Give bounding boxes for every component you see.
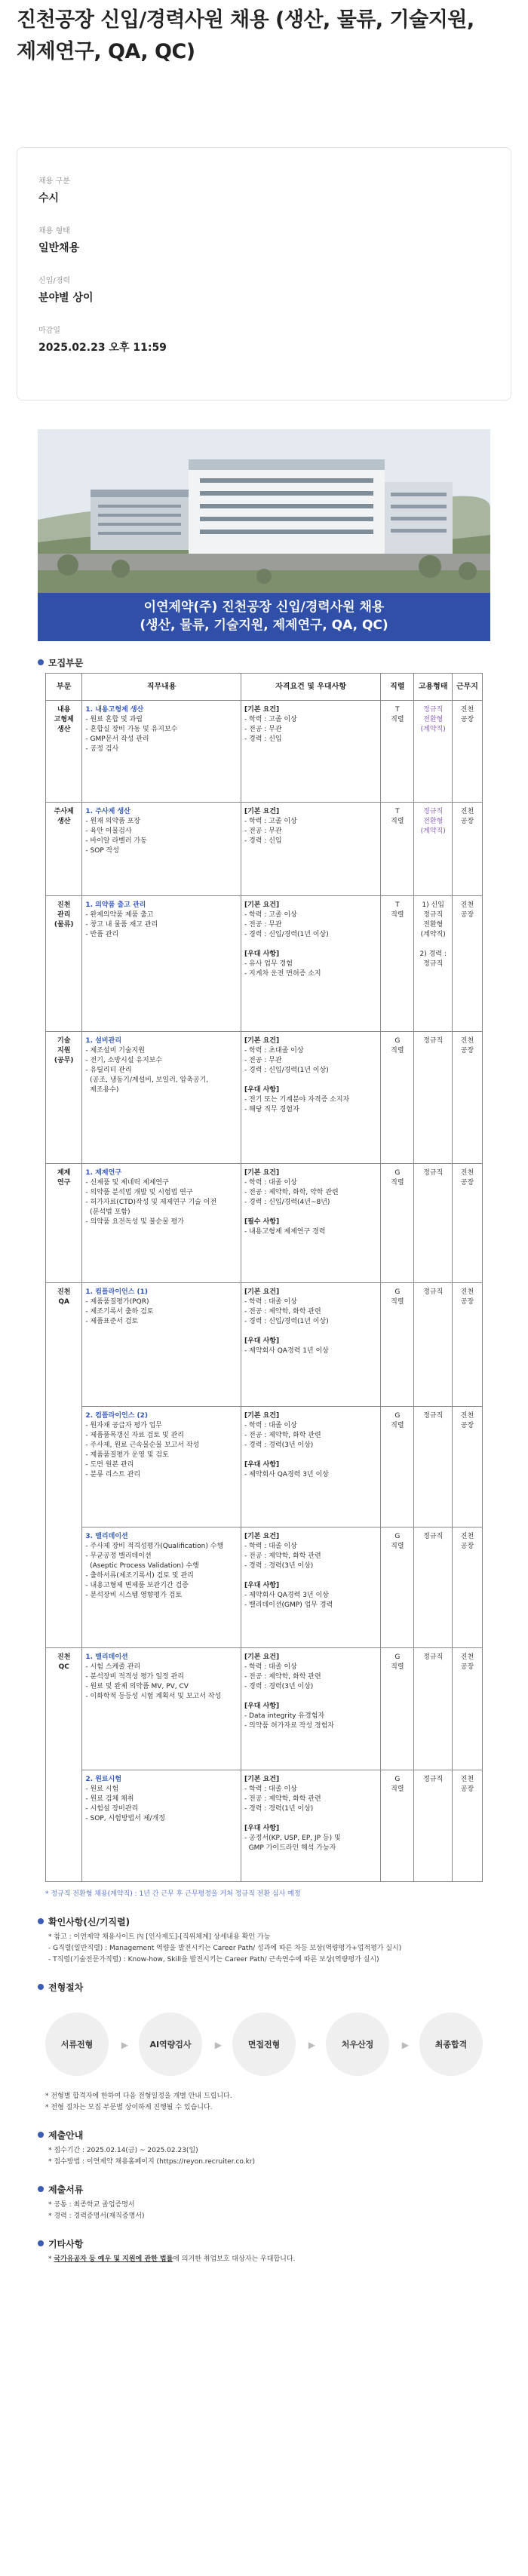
title-line-2: 제제연구, QA, QC) (17, 40, 195, 63)
info-label: 마감일 (38, 327, 60, 335)
qual-heading: [기본 요건] (244, 706, 280, 714)
duty-item: - 제조설비 기술지원 (85, 1047, 145, 1055)
info-label: 신입/경력 (38, 277, 71, 285)
duty-title: 1. 밸리데이션 (85, 1653, 128, 1661)
cell-grade: G 직렬 (381, 1283, 414, 1407)
qual-item: - 밸리데이션(GMP) 업무 경력 (244, 1601, 333, 1609)
cell-grade: T 직렬 (381, 803, 414, 896)
cell-emp: 정규직 (414, 1770, 453, 1882)
cell-grade: G 직렬 (381, 1407, 414, 1527)
info-value: 수시 (38, 192, 60, 204)
duty-item: - 허가자료(CTD)작성 및 제제연구 기술 이전 (85, 1199, 217, 1206)
qual-item: - 전공 : 무관 (244, 827, 282, 835)
qual-item: - 전공 : 제약학, 화학, 약학 관련 (244, 1189, 339, 1196)
qual-item: - 학력 : 대졸 이상 (244, 1785, 297, 1793)
etc-text (48, 2254, 490, 2265)
duty-title: 2. 컴플라이언스 (2) (85, 1412, 149, 1420)
cell-duty (82, 803, 241, 896)
cell-emp: 정규직 (414, 1283, 453, 1407)
qual-item: - 전공 : 제약학, 화학 관련 (244, 1552, 321, 1560)
qual-heading: [기본 요건] (244, 901, 280, 909)
cell-emp: 정규직 (414, 1032, 453, 1164)
docs-line: * 공통 : 최종학교 졸업증명서 (48, 2201, 135, 2209)
duty-item: - 완제의약품 제품 출고 (85, 911, 154, 919)
etc-suffix: 에 의거한 취업보호 대상자는 우대합니다. (173, 2255, 296, 2263)
table-row (46, 1648, 483, 1770)
cell-loc: 진천 공장 (452, 1527, 482, 1648)
qual-item: - 의약품 허가자료 작성 경험자 (244, 1722, 334, 1730)
qual-heading: [기본 요건] (244, 808, 280, 815)
qual-item: - 경력 : 신입 (244, 837, 282, 845)
header-grade: 직렬 (381, 674, 414, 701)
cell-grade: T 직렬 (381, 896, 414, 1032)
process-note-line: * 전형별 합격자에 한하여 다음 전형일정을 개별 안내 드립니다. (45, 2092, 232, 2100)
confirm-line: - T직렬(기술전문가직렬) : Know-how, Skill을 발전시키는 Career Path/ 근속연수에 따른 보상(역량평가 실시) (48, 1956, 379, 1963)
duty-item: - 원료 검체 채취 (85, 1795, 134, 1803)
process-step (45, 2013, 128, 2076)
qual-item (244, 1327, 377, 1337)
section-recruit-heading (38, 652, 490, 673)
duty-item: - 내용고형제 변제품 보관기간 검증 (85, 1582, 189, 1589)
info-label: 채용 형태 (38, 227, 70, 235)
duty-item: (분석법 포함) (85, 1208, 130, 1216)
cell-dept (46, 1770, 82, 1882)
cell-loc: 진천 공장 (452, 1283, 482, 1407)
qual-item: GMP 가이드라인 해석 가능자 (244, 1844, 336, 1852)
qual-item: - 전공 : 무관 (244, 1057, 282, 1064)
duty-title: 1. 주사제 생산 (85, 808, 130, 815)
process-step (419, 2013, 483, 2076)
info-row-deadline (38, 326, 490, 355)
duty-item: - 주사제, 원료 근속물순물 보고서 작성 (85, 1442, 200, 1449)
cell-duty (82, 1032, 241, 1164)
qual-item: - 경력 : 경력(3년 이상) (244, 1442, 314, 1449)
cell-loc: 진천 공장 (452, 1407, 482, 1527)
recruit-poster (38, 429, 490, 641)
duty-item: - 공정 검사 (85, 745, 119, 753)
section-submit-heading (38, 2124, 490, 2145)
qual-item (244, 1692, 377, 1702)
step-label: AI역량검사 (149, 2040, 192, 2049)
process-note-line: * 전형 절차는 모집 부문별 상이하게 진행될 수 있습니다. (45, 2104, 213, 2111)
cell-emp: 정규직 (414, 1527, 453, 1648)
cell-dept (46, 1527, 82, 1648)
duty-item: - 혼합실 장비 가동 및 유지보수 (85, 726, 178, 733)
process-step (326, 2013, 409, 2076)
table-row (46, 1164, 483, 1283)
duty-title: 1. 내용고형제 생산 (85, 706, 144, 714)
poster-banner (38, 593, 490, 641)
duty-item: - 출하서류(제조기록서) 검토 및 관리 (85, 1572, 194, 1580)
process-step (232, 2013, 315, 2076)
duty-item: - 분석장비 적격성 평가 일정 관리 (85, 1673, 184, 1681)
duty-item: - 원료 혼합 및 과립 (85, 716, 143, 723)
process-steps (45, 2011, 483, 2077)
cell-qual (241, 1032, 380, 1164)
banner-line-1: 이연제약(주) 진천공장 신입/경력사원 채용 (143, 600, 385, 615)
cell-dept: 내용 고형제 생산 (46, 701, 82, 803)
qual-heading: [우대 사항] (244, 1702, 280, 1710)
recruit-table-wrap (38, 673, 490, 1882)
header-duty: 직무내용 (82, 674, 241, 701)
etc-prefix: * (48, 2255, 54, 2263)
table-header-row (46, 674, 483, 701)
cell-grade: G 직렬 (381, 1770, 414, 1882)
duty-item: - 반품 관리 (85, 931, 119, 938)
cell-qual (241, 1527, 380, 1648)
duty-item: - GMP문서 작성 관리 (85, 735, 149, 743)
footnote: * 정규직 전환형 채용(계약직) : 1년 간 근무 후 근무평정을 거쳐 정규직 전환 심사 예정 (45, 1890, 301, 1898)
cell-dept: 기술 지원 (공무) (46, 1032, 82, 1164)
docs-line: * 경력 : 경력증명서(재직증명서) (48, 2212, 145, 2220)
cell-loc: 진천 공장 (452, 896, 482, 1032)
qual-heading: [기본 요건] (244, 1288, 280, 1296)
cell-loc: 진천 공장 (452, 701, 482, 803)
bullet-icon (38, 2132, 44, 2138)
duty-item: - 의약품 요전독성 및 불순물 평가 (85, 1218, 184, 1226)
bullet-icon (38, 2240, 44, 2246)
qual-item: - 학력 : 초대졸 이상 (244, 1047, 304, 1055)
cell-qual (241, 1770, 380, 1882)
qual-item: - 경력 : 신입 (244, 735, 282, 743)
duty-item: - 제품품목갱신 자료 검토 및 관리 (85, 1432, 184, 1439)
confirm-text (48, 1932, 490, 1966)
duty-item: - 육안 이물검사 (85, 827, 132, 835)
qual-heading: [우대 사항] (244, 1337, 280, 1345)
step-label: 면접전형 (247, 2040, 281, 2049)
qual-item: - 학력 : 고졸 이상 (244, 716, 297, 723)
qual-heading: [기본 요건] (244, 1169, 280, 1177)
table-row (46, 803, 483, 896)
cell-duty (82, 701, 241, 803)
duty-title: 2. 원료시험 (85, 1776, 122, 1783)
qual-item: - 지게차 운전 면허증 소지 (244, 970, 321, 978)
qual-item: - 경력 : 신입/경력(1년 이상) (244, 1318, 329, 1325)
arrow-right-icon: ▶ (121, 2040, 128, 2050)
duty-item: (공조, 냉동기/계설비, 보일러, 압축공기, (85, 1076, 209, 1084)
cell-duty (82, 896, 241, 1032)
cell-emp: 정규직 전환형 (계약직) (414, 803, 453, 896)
qual-item: - 학력 : 대졸 이상 (244, 1663, 297, 1671)
info-value: 분야별 상이 (38, 292, 94, 304)
qual-heading: [우대 사항] (244, 1461, 280, 1469)
qual-item: - 학력 : 대졸 이상 (244, 1543, 297, 1550)
section-process-heading (38, 1976, 490, 1997)
confirm-line: - G직렬(일반직렬) : Management 역량을 발전시키는 Career Path/ 성과에 따른 차등 보상(역량평가+업적평가 실시) (48, 1945, 402, 1952)
cell-loc: 진천 공장 (452, 1770, 482, 1882)
step-label: 처우산정 (341, 2040, 374, 2049)
qual-item: - 제약회사 QA경력 3년 이상 (244, 1471, 329, 1478)
bullet-icon (38, 659, 44, 665)
duty-item: (Aseptic Process Validation) 수행 (85, 1562, 199, 1570)
duty-item: - 시험 스케줄 관리 (85, 1663, 141, 1671)
qual-item: - 경력 : 신입/경력(1년 이상) (244, 931, 329, 938)
cell-qual (241, 1164, 380, 1283)
section-confirm-heading (38, 1911, 490, 1932)
duty-item: - 주사제 장비 적격성평가(Qualification) 수행 (85, 1543, 224, 1550)
cell-dept: 진천 관리 (물류) (46, 896, 82, 1032)
cell-dept: 주사제 생산 (46, 803, 82, 896)
cell-loc: 진천 공장 (452, 1648, 482, 1770)
duty-item: 제조용수) (85, 1086, 119, 1094)
arrow-right-icon: ▶ (401, 2040, 409, 2050)
process-section (38, 1976, 490, 1997)
duty-item: - 원료 및 완제 의약품 MV, PV, CV (85, 1683, 189, 1690)
table-body (46, 701, 483, 1882)
section-title: 기타사항 (48, 2238, 84, 2249)
qual-heading: [기본 요건] (244, 1037, 280, 1045)
factory-photo (38, 429, 490, 593)
duty-item: - 제품표준서 검토 (85, 1318, 139, 1325)
qual-item: - Data integrity 유경험자 (244, 1712, 325, 1720)
qual-item: - 전기 또는 기계분야 자격증 소지자 (244, 1096, 350, 1104)
section-title: 전형절차 (48, 1982, 84, 1993)
duty-item: - 분석장비 시스템 영향평가 검토 (85, 1592, 183, 1599)
duty-item: - 창고 내 물품 재고 관리 (85, 921, 158, 929)
qual-item: - 전공 : 제약학, 화학 관련 (244, 1308, 321, 1316)
duty-item: - 이화학적 등등성 시험 계획서 및 보고서 작성 (85, 1693, 222, 1700)
duty-item: - 원재 의약품 포장 (85, 818, 141, 825)
table-row (46, 1527, 483, 1648)
duty-item: - 유틸리티 관리 (85, 1067, 132, 1074)
qual-item (244, 1208, 377, 1217)
submit-text (48, 2145, 490, 2168)
cell-duty (82, 1164, 241, 1283)
duty-item: - 무균공정 밸리데이션 (85, 1552, 152, 1560)
bullet-icon (38, 2186, 44, 2192)
cell-duty (82, 1770, 241, 1882)
title-line-1: 진천공장 신입/경력사원 채용 (생산, 물류, 기술지원, (17, 8, 474, 32)
duty-item: - 전기, 소방시설 유지보수 (85, 1057, 163, 1064)
cell-dept: 진천 QC (46, 1648, 82, 1770)
qual-item (244, 1571, 377, 1581)
qual-heading: [우대 사항] (244, 1582, 280, 1589)
duty-title: 1. 제제연구 (85, 1169, 122, 1177)
duty-item: - 제조기록서 출하 검토 (85, 1308, 154, 1316)
header-emp: 고용형태 (414, 674, 453, 701)
cell-duty (82, 1283, 241, 1407)
qual-item (244, 1814, 377, 1824)
cell-grade: G 직렬 (381, 1032, 414, 1164)
qual-item: - 해당 직무 경험자 (244, 1106, 299, 1113)
duty-item: - 분류 리스트 관리 (85, 1471, 141, 1478)
cell-emp: 정규직 (414, 1648, 453, 1770)
bullet-icon (38, 1918, 44, 1924)
qual-heading: [우대 사항] (244, 950, 280, 958)
table-row (46, 1770, 483, 1882)
duty-item: - 신제품 및 제네릭 제제연구 (85, 1179, 169, 1187)
submit-line[interactable]: * 접수방법 : 이연제약 채용홈페이지 (https://reyon.recruiter.co.kr) (48, 2158, 256, 2166)
header-qual: 자격요건 및 우대사항 (241, 674, 380, 701)
duty-item: - SOP, 시험방법서 제/개정 (85, 1815, 165, 1822)
confirm-line: * 참고 : 이연제약 채용사이트 內 [인사제도]-[직위체계] 상세내용 확인 가능 (48, 1933, 271, 1941)
qual-heading: [기본 요건] (244, 1412, 280, 1420)
cell-emp: 정규직 전환형 (계약직) (414, 701, 453, 803)
qual-item: - 전공 : 무관 (244, 921, 282, 929)
cell-loc: 진천 공장 (452, 1032, 482, 1164)
cell-qual (241, 1648, 380, 1770)
cell-grade: G 직렬 (381, 1164, 414, 1283)
duty-item: - 원자재 공급자 평가 업무 (85, 1422, 163, 1429)
info-value: 일반채용 (38, 242, 80, 254)
info-value: 2025.02.23 오후 11:59 (38, 342, 167, 354)
arrow-right-icon: ▶ (214, 2040, 222, 2050)
cell-qual (241, 1407, 380, 1527)
submit-section (38, 2124, 490, 2168)
qual-item: - 경력 : 경력(3년 이상) (244, 1683, 314, 1690)
qual-heading: [기본 요건] (244, 1533, 280, 1540)
confirm-section (38, 1911, 490, 1966)
qual-item (244, 1076, 377, 1085)
cell-qual (241, 701, 380, 803)
step-label: 서류전형 (60, 2040, 94, 2049)
duty-title: 1. 의약품 출고 관리 (85, 901, 146, 909)
duty-title: 1. 설비관리 (85, 1037, 122, 1045)
qual-item: - 공정서(KP, USP, EP, JP 등) 및 (244, 1835, 341, 1842)
job-info-box (17, 147, 511, 401)
cell-loc: 진천 공장 (452, 1164, 482, 1283)
qual-heading: [기본 요건] (244, 1776, 280, 1783)
qual-heading: [우대 사항] (244, 1086, 280, 1094)
docs-text (48, 2200, 490, 2222)
table-row (46, 1032, 483, 1164)
duty-item: - 제품품질평가 운영 및 검토 (85, 1451, 169, 1459)
qual-heading: [우대 사항] (244, 1825, 280, 1832)
etc-section (38, 2233, 490, 2265)
qual-item: - 전공 : 제약학, 화학 관련 (244, 1673, 321, 1681)
step-label: 최종합격 (434, 2040, 468, 2049)
qual-item: - 학력 : 고졸 이상 (244, 818, 297, 825)
info-row-career (38, 276, 490, 305)
section-title: 제출서류 (48, 2184, 84, 2195)
qual-item: - 전공 : 무관 (244, 726, 282, 733)
duty-title: 1. 컴플라이언스 (1) (85, 1288, 149, 1296)
factory-building-illustration (38, 429, 490, 593)
qual-item (244, 1451, 377, 1460)
cell-qual (241, 896, 380, 1032)
table-row (46, 896, 483, 1032)
duty-item: - SOP 작성 (85, 847, 120, 855)
cell-dept: 제제 연구 (46, 1164, 82, 1283)
header-dept: 부문 (46, 674, 82, 701)
cell-emp: 정규직 (414, 1407, 453, 1527)
arrow-right-icon: ▶ (308, 2040, 315, 2050)
etc-law-name: 국가유공자 등 예우 및 지원에 관한 법률 (54, 2255, 173, 2263)
qual-item: - 학력 : 대졸 이상 (244, 1422, 297, 1429)
header-loc: 근무지 (452, 674, 482, 701)
qual-item: - 경력 : 신입/경력(1년 이상) (244, 1067, 329, 1074)
section-title: 확인사항(신/기직렬) (48, 1916, 130, 1927)
process-note (45, 2091, 483, 2114)
cell-grade: G 직렬 (381, 1648, 414, 1770)
table-row (46, 1407, 483, 1527)
cell-loc: 진천 공장 (452, 803, 482, 896)
banner-line-2: (생산, 물류, 기술지원, 제제연구, QA, QC) (140, 618, 388, 633)
duty-item: - 제품품질평가(PQR) (85, 1298, 149, 1306)
duty-item: - 도면 원본 관리 (85, 1461, 134, 1469)
info-row-form (38, 226, 490, 255)
cell-dept (46, 1407, 82, 1527)
qual-item (244, 940, 377, 950)
cell-grade: T 직렬 (381, 701, 414, 803)
duty-item: - 시험설 장비관리 (85, 1805, 139, 1813)
docs-section (38, 2178, 490, 2222)
qual-item: - 제약회사 QA경력 1년 이상 (244, 1347, 329, 1355)
page-title (0, 0, 528, 113)
bullet-icon (38, 1984, 44, 1990)
qual-item: - 유사 업무 경험 (244, 960, 293, 968)
qual-item: - 전공 : 제약학, 화학 관련 (244, 1432, 321, 1439)
qual-item: - 학력 : 대졸 이상 (244, 1179, 297, 1187)
duty-item: - 바이알 라벨러 가동 (85, 837, 147, 845)
qual-item: - 학력 : 고졸 이상 (244, 911, 297, 919)
cell-duty (82, 1648, 241, 1770)
cell-qual (241, 803, 380, 896)
qual-heading: [기본 요건] (244, 1653, 280, 1661)
info-label: 채용 구분 (38, 177, 70, 186)
submit-line: * 접수기간 : 2025.02.14(금) ~ 2025.02.23(일) (48, 2147, 198, 2154)
qual-heading: [필수 사항] (244, 1218, 280, 1226)
duty-title: 3. 밸리데이션 (85, 1533, 128, 1540)
qual-item: - 경력 : 신입/경력(4년~8년) (244, 1199, 330, 1206)
cell-grade: G 직렬 (381, 1527, 414, 1648)
cell-dept: 진천 QA (46, 1283, 82, 1407)
table-row (46, 701, 483, 803)
duty-item: - 원료 시험 (85, 1785, 119, 1793)
qual-item: - 제약회사 QA경력 3년 이상 (244, 1592, 329, 1599)
qual-item: - 경력 : 경력(3년 이상) (244, 1562, 314, 1570)
cell-duty (82, 1527, 241, 1648)
duty-item: - 의약품 분석법 개발 및 시험법 연구 (85, 1189, 193, 1196)
qual-item: - 경력 : 경력(1년 이상) (244, 1805, 314, 1813)
cell-duty (82, 1407, 241, 1527)
qual-item: - 내용고형제 제제연구 경력 (244, 1228, 326, 1236)
cell-emp: 정규직 (414, 1164, 453, 1283)
cell-qual (241, 1283, 380, 1407)
qual-item: - 학력 : 대졸 이상 (244, 1298, 297, 1306)
section-title: 제출안내 (48, 2129, 84, 2141)
info-row-type (38, 177, 490, 205)
section-title: 모집부문 (48, 657, 84, 668)
table-row (46, 1283, 483, 1407)
qual-item: - 전공 : 제약학, 화학 관련 (244, 1795, 321, 1803)
recruit-table (45, 673, 483, 1882)
process-step (139, 2013, 222, 2076)
cell-emp: 1) 신입 정규직 전환형 (계약직) 2) 경력 : 정규직 (414, 896, 453, 1032)
section-docs-heading (38, 2178, 490, 2200)
section-etc-heading (38, 2233, 490, 2254)
